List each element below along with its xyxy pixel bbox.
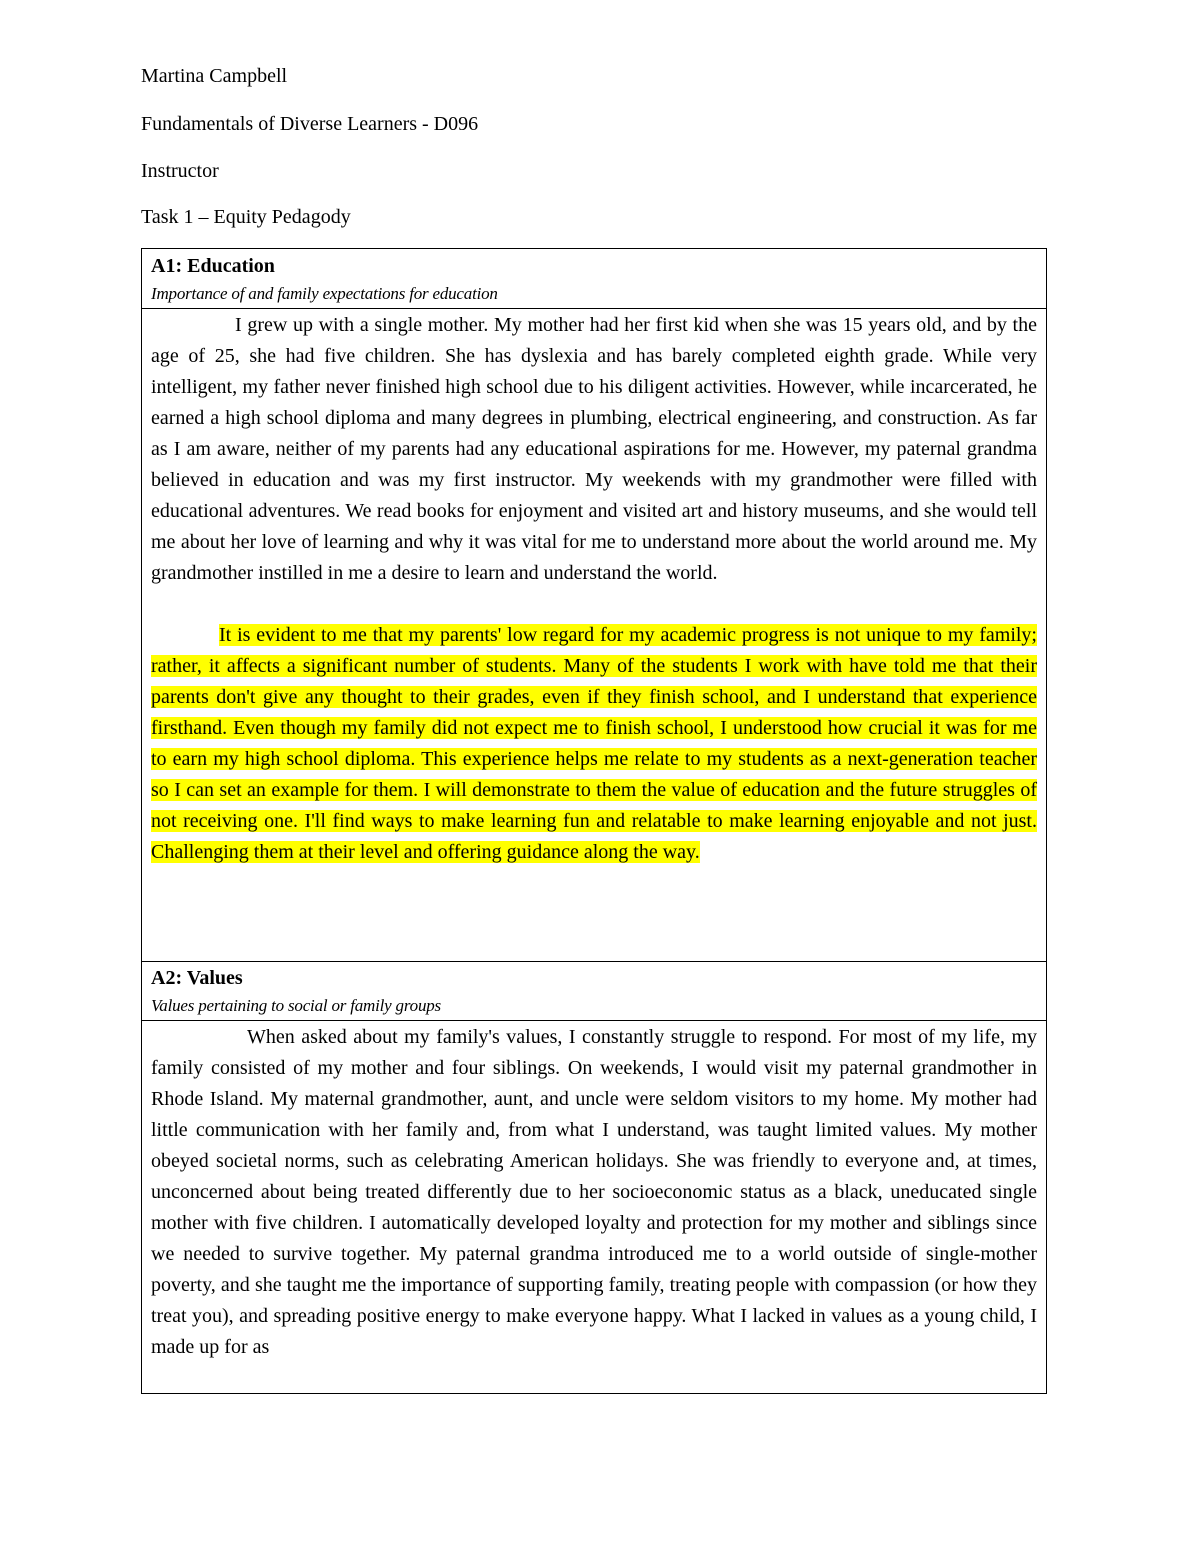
course-title: Fundamentals of Diverse Learners - D096 [141, 113, 479, 135]
instructor-line: Instructor [141, 160, 219, 182]
highlighted-text: It is evident to me that my parents' low regard for my academic progress is not unique to my family; rather, it affects a significant number of students. Many of the students I work with have told me that their parents don't give any thought to their grades, even if they finish school, and I understand that experience firsthand. Even though my family did not expect me to finish school, I understood how crucial it was for me to earn my high school diploma. This experience helps me relate to my students as a next-generation teacher so I can set an example for them. I will demonstrate to them the value of education and the future struggles of not receiving one. I'll find ways to make learning fun and relatable to make learning enjoyable and not just. Challenging them at their level and offering guidance along the way. [151, 624, 1037, 863]
table-divider [142, 1020, 1046, 1021]
section-a2-subtitle: Values pertaining to social or family groups [151, 996, 441, 1015]
section-a2-title: A2: Values [151, 967, 243, 989]
author-name: Martina Campbell [141, 65, 288, 87]
section-a2-paragraph-1: When asked about my family's values, I constantly struggle to respond. For most of my life, my family consisted of my mother and four siblings. On weekends, I would visit my paternal grandmother in Rhode Island. My maternal grandmother, aunt, and uncle were seldom visitors to my home. My mother had little communication with her family and, from what I understand, was taught limited values. My mother obeyed societal norms, such as celebrating American holidays. She was friendly to everyone and, at times, unconcerned about being treated differently due to her socioeconomic status as a black, uneducated single mother with five children. I automatically developed loyalty and protection for my mother and siblings since we needed to survive together. My paternal grandma introduced me to a world outside of single-mother poverty, and she taught me the importance of supporting family, treating people with compassion (or how they treat you), and spreading positive energy to make everyone happy. What I lacked in values as a young child, I made up for as [151, 1026, 1037, 1358]
response-table [141, 248, 1047, 1394]
task-title: Task 1 – Equity Pedagody [141, 206, 351, 228]
section-a1-title: A1: Education [151, 255, 275, 277]
table-divider [142, 308, 1046, 309]
table-divider [142, 961, 1046, 962]
blank-line [151, 589, 1037, 620]
section-a1-paragraph-2-highlighted [151, 620, 1037, 868]
section-a1-subtitle: Importance of and family expectations for education [151, 284, 498, 303]
section-a1-body [151, 310, 1037, 868]
section-a1-paragraph-1: I grew up with a single mother. My mother had her first kid when she was 15 years old, and by the age of 25, she had five children. She has dyslexia and has barely completed eighth grade. While very intelligent, my father never finished high school due to his diligent activities. However, while incarcerated, he earned a high school diploma and many degrees in plumbing, electrical engineering, and construction. As far as I am aware, neither of my parents had any educational aspirations for me. However, my paternal grandma believed in education and was my first instructor. My weekends with my grandmother were filled with educational adventures. We read books for enjoyment and visited art and history museums, and she would tell me about her love of learning and why it was vital for me to understand more about the world around me. My grandmother instilled in me a desire to learn and understand the world. [151, 314, 1037, 584]
section-a2-body [151, 1022, 1037, 1363]
